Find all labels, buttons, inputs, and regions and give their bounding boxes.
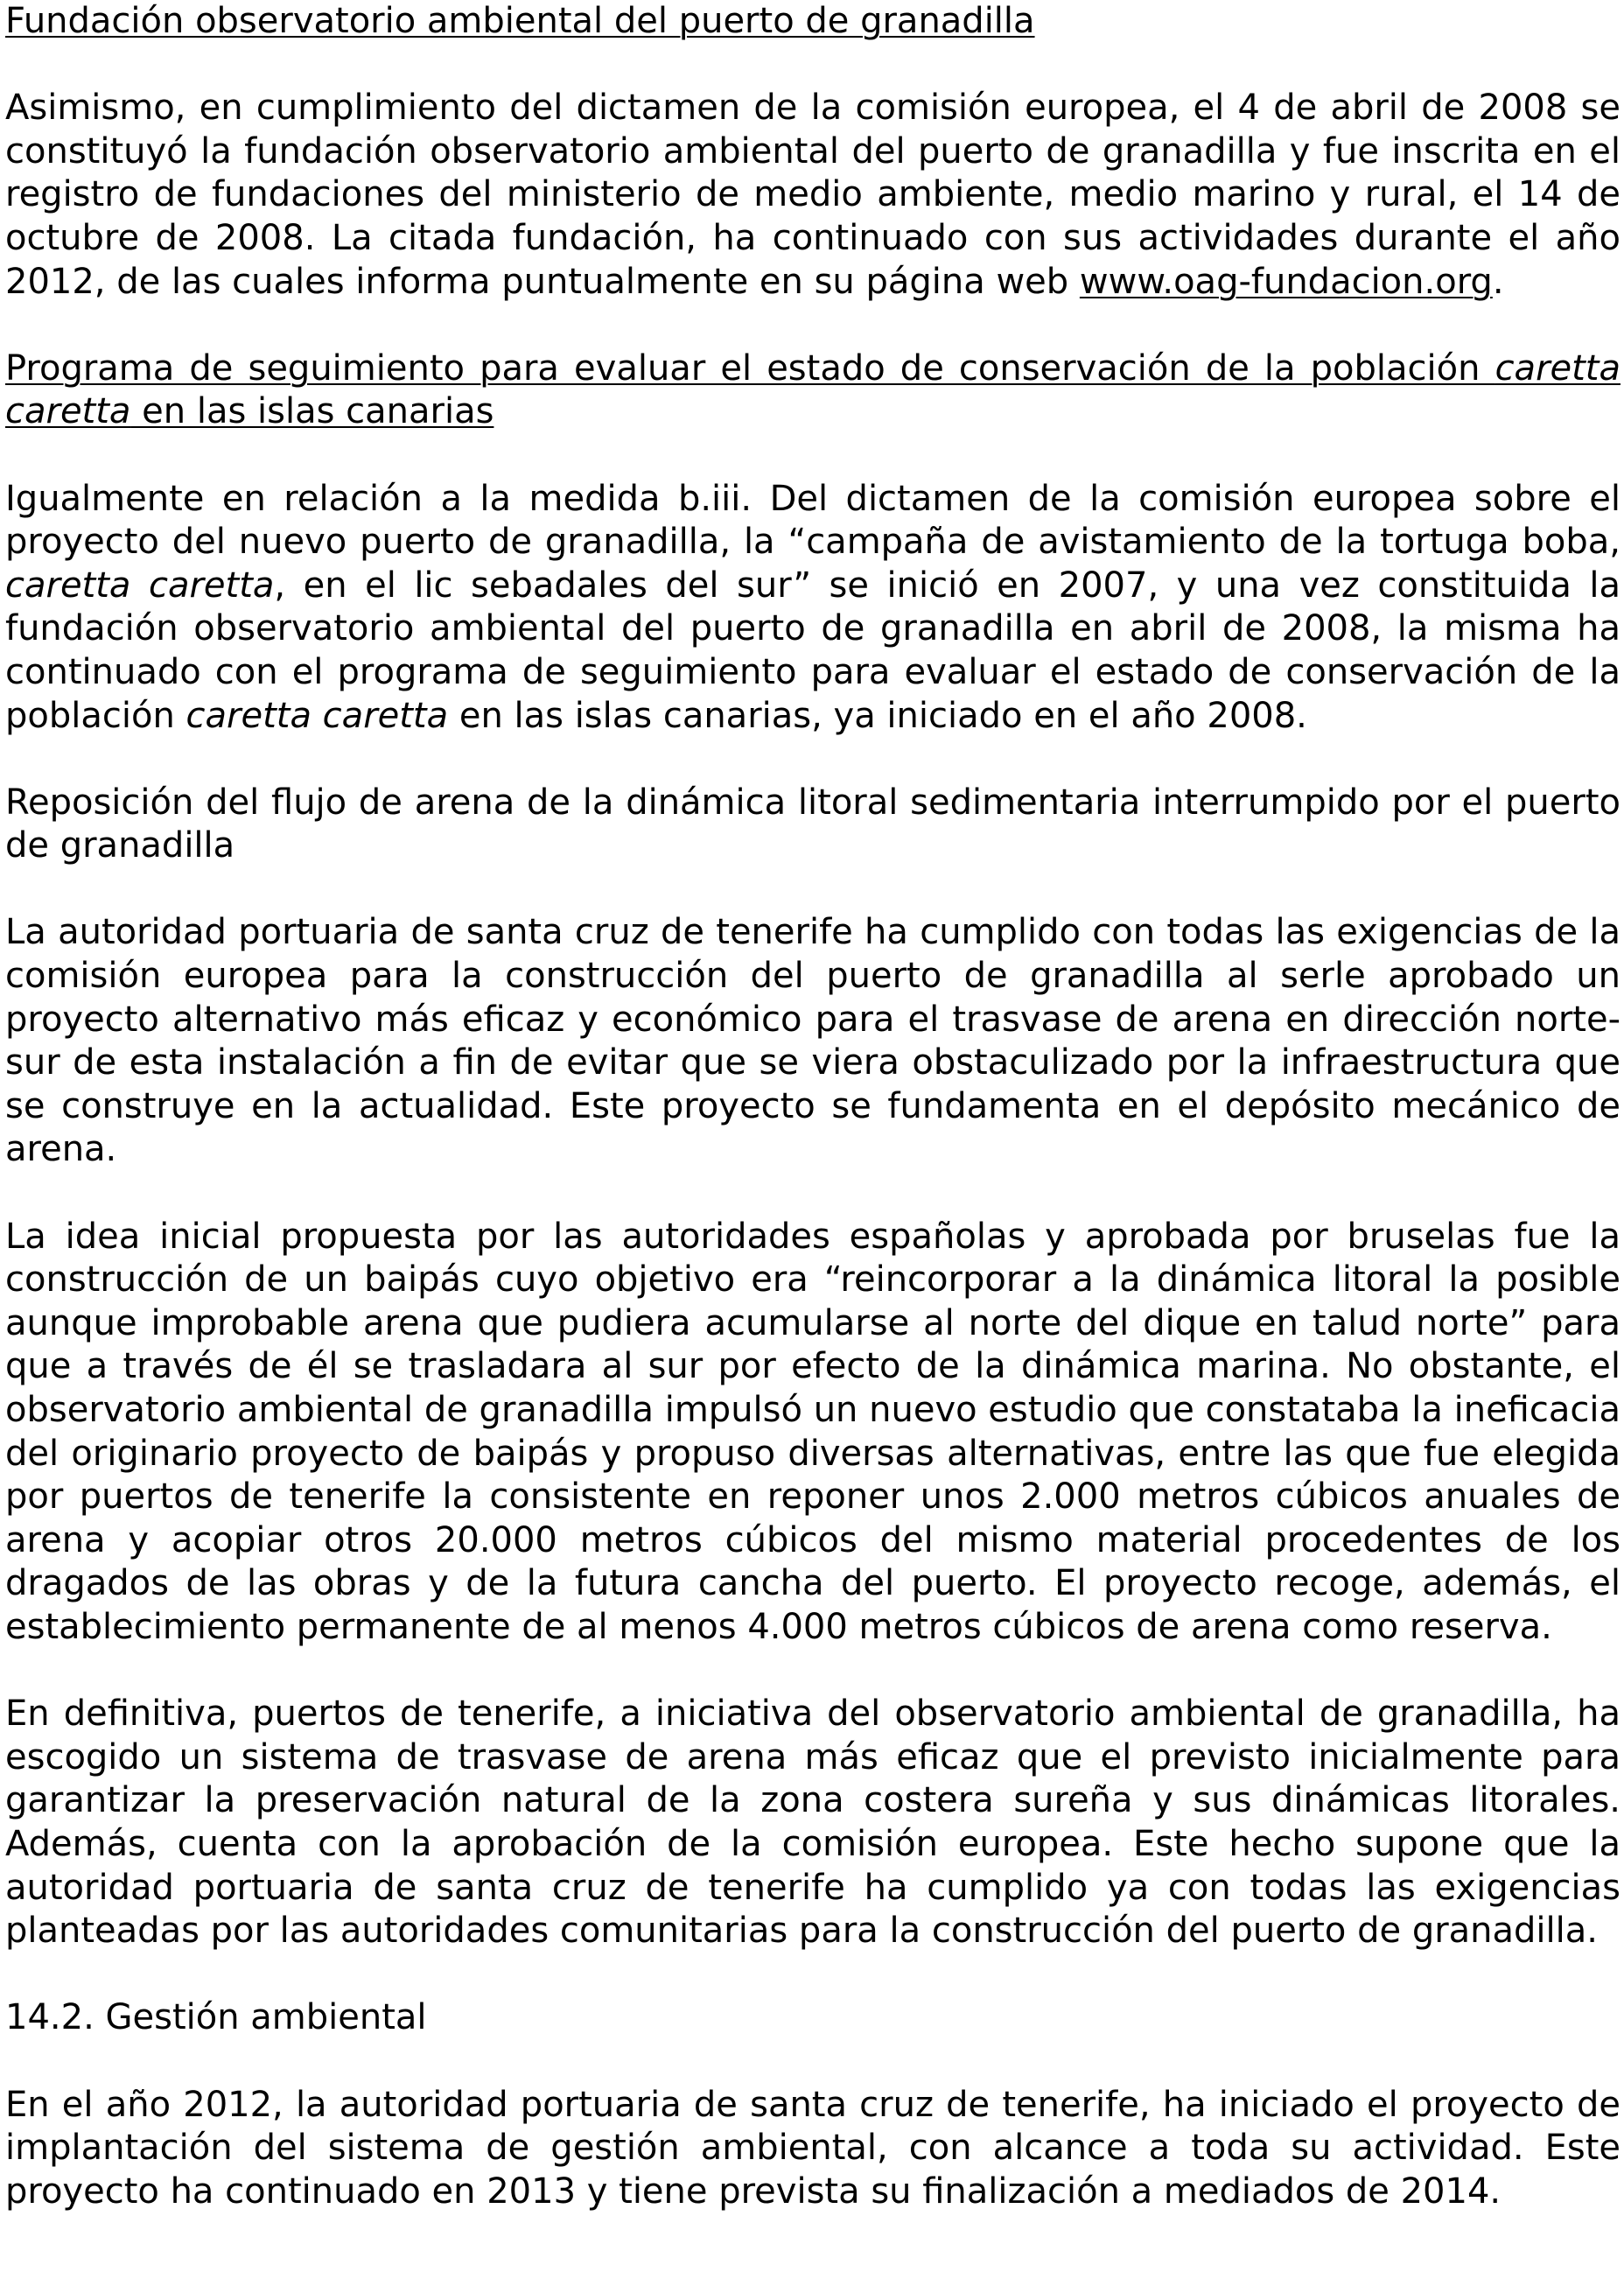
paragraph-gestion: En el año 2012, la autoridad portuaria de santa cruz de tenerife, ha iniciado el proyecto de implantación del sistema de gestión ambiental, con alcance a toda su actividad. Este proyecto ha continuado en 2013 y tiene prevista su finalización a mediados de 2014. — [5, 2084, 1620, 2212]
paragraph-programa-part1: Igualmente en relación a la medida b.iii. Del dictamen de la comisión europea sobre el proyecto del nuevo puerto de granadilla, la “campaña de avistamiento de la tortuga boba, — [5, 478, 1620, 563]
paragraph-programa-part2: , en el lic sebadales del sur” se inició en 2007, y una vez constituida la fundación observatorio ambiental del puerto de granadilla en abril de 2008, la misma ha continuado con el programa de seguimiento para evaluar el estado de conservación de la población — [5, 564, 1620, 736]
heading-programa-species: caretta caretta — [5, 347, 1620, 432]
paragraph-fundacion-end: . — [1492, 261, 1504, 302]
paragraph-programa — [5, 478, 1620, 739]
paragraph-reposicion-3: En definitiva, puertos de tenerife, a iniciativa del observatorio ambiental de granadilla, ha escogido un sistema de trasvase de arena más eficaz que el previsto inicialmente para garantizar la preservación natural de la zona costera sureña y sus dinámicas litorales. Además, cuenta con la aprobación de la comisión europea. Este hecho supone que la autoridad portuaria de santa cruz de tenerife ha cumplido ya con todas las exigencias planteadas por las autoridades comunitarias para la construcción del puerto de granadilla. — [5, 1693, 1620, 1952]
section-heading-fundacion: Fundación observatorio ambiental del puerto de granadilla — [5, 1, 1035, 41]
paragraph-fundacion — [5, 87, 1620, 304]
paragraph-reposicion-2: La idea inicial propuesta por las autoridades españolas y aprobada por bruselas fue la construcción de un baipás cuyo objetivo era “reincorporar a la dinámica litoral la posible aunque improbable arena que pudiera acumularse al norte del dique en talud norte” para que a través de él se trasladara al sur por efecto de la dinámica marina. No obstante, el observatorio ambiental de granadilla impulsó un nuevo estudio que constataba la ineficacia del originario proyecto de baipás y propuso diversas alternativas, entre las que fue elegida por puertos de tenerife la consistente en reponer unos 2.000 metros cúbicos anuales de arena y acopiar otros 20.000 metros cúbicos del mismo material procedentes de los dragados de las obras y de la futura cancha del puerto. El proyecto recoge, además, el establecimiento permanente de al menos 4.000 metros cúbicos de arena como reserva. — [5, 1216, 1620, 1647]
heading-programa-part1: Programa de seguimiento para evaluar el estado de conservación de la población — [5, 347, 1495, 389]
section-heading-reposicion: Reposición del flujo de arena de la dinámica litoral sedimentaria interrumpido por el puerto de granadilla — [5, 782, 1620, 866]
section-heading-programa — [5, 347, 1620, 434]
paragraph-programa-part3: en las islas canarias, ya iniciado en el año 2008. — [448, 695, 1307, 736]
species-name-2: caretta caretta — [186, 695, 449, 736]
document-page — [5, 0, 1620, 2213]
heading-programa-part2: en las islas canarias — [130, 391, 494, 432]
species-name-1: caretta caretta — [5, 564, 275, 606]
paragraph-fundacion-text: Asimismo, en cumplimiento del dictamen de la comisión europea, el 4 de abril de 2008 se constituyó la fundación observatorio ambiental del puerto de granadilla y fue inscrita en el registro de fundaciones del ministerio de medio ambiente, medio marino y rural, el 14 de octubre de 2008. La citada fundación, ha continuado con sus actividades durante el año 2012, de las cuales informa puntualmente en su página web — [5, 88, 1620, 302]
website-link[interactable]: www.oag-fundacion.org — [1079, 261, 1493, 302]
paragraph-reposicion-1: La autoridad portuaria de santa cruz de tenerife ha cumplido con todas las exigencias de la comisión europea para la construcción del puerto de granadilla al serle aprobado un proyecto alternativo más eficaz y económico para el trasvase de arena en dirección norte-sur de esta instalación a fin de evitar que se viera obstaculizado por la infraestructura que se construye en la actualidad. Este proyecto se fundamenta en el depósito mecánico de arena. — [5, 912, 1620, 1170]
section-heading-gestion: 14.2. Gestión ambiental — [5, 1997, 427, 2038]
